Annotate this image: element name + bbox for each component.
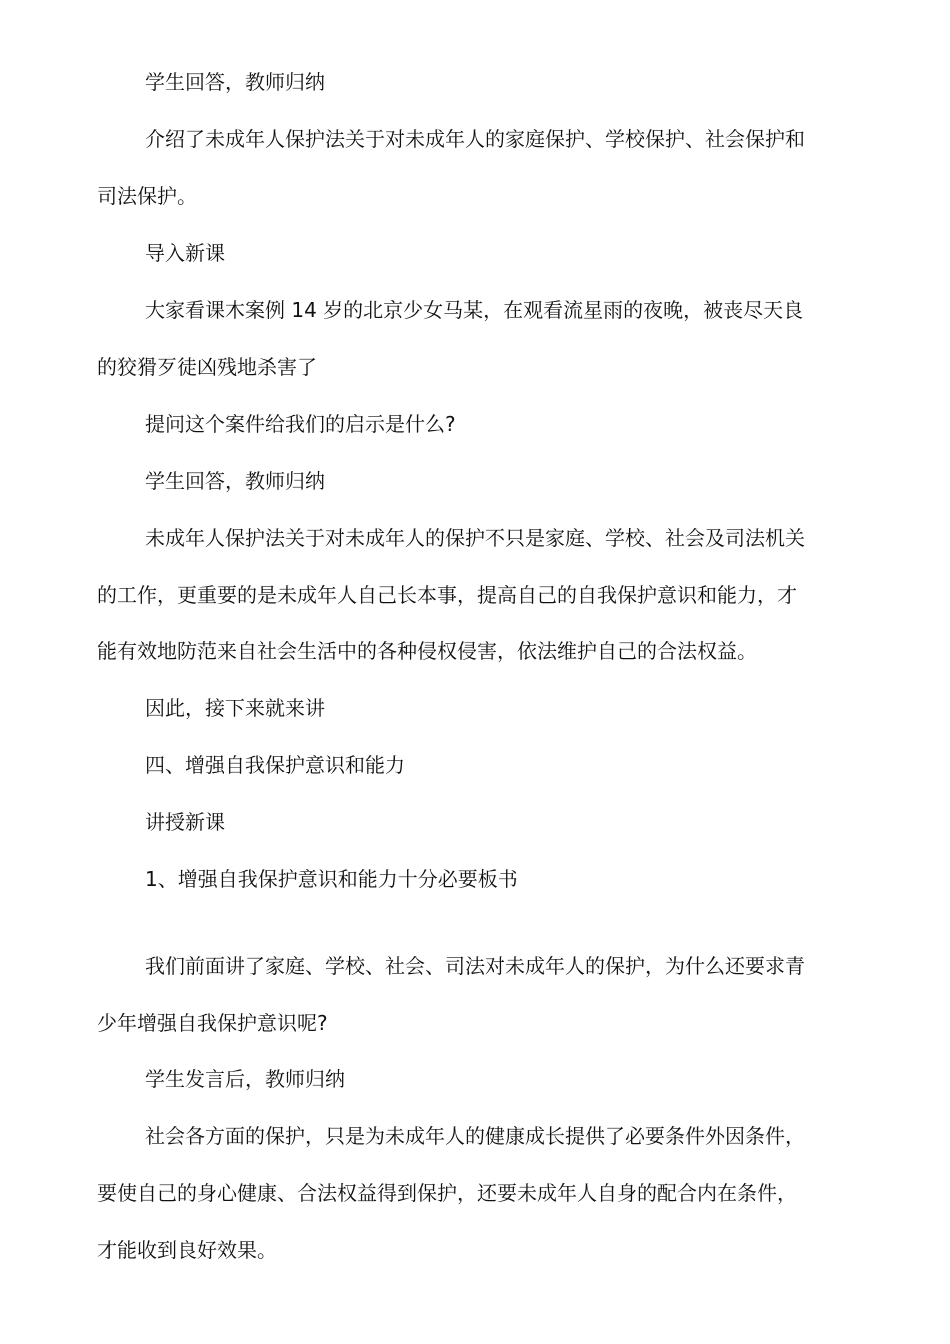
paragraph-line: 才能收到良好效果。 <box>97 1238 277 1262</box>
paragraph-line: 未成年人保护法关于对未成年人的保护不只是家庭、学校、社会及司法机关 <box>145 526 805 550</box>
paragraph-line: 要使自己的身心健康、合法权益得到保护，还要未成年人自身的配合内在条件， <box>97 1181 797 1205</box>
paragraph-line: 司法保护。 <box>97 184 197 208</box>
paragraph-line: 我们前面讲了家庭、学校、社会、司法对未成年人的保护，为什么还要求青 <box>145 954 805 978</box>
paragraph-line: 学生发言后，教师归纳 <box>145 1067 345 1091</box>
paragraph-line: 少年增强自我保护意识呢? <box>97 1011 328 1035</box>
section-heading: 1、增强自我保护意识和能力十分必要板书 <box>145 867 518 891</box>
paragraph-line: 介绍了未成年人保护法关于对未成年人的家庭保护、学校保护、社会保护和 <box>145 127 805 151</box>
paragraph-line: 提问这个案件给我们的启示是什么? <box>145 412 456 436</box>
section-heading: 导入新课 <box>145 241 225 265</box>
paragraph-line: 大家看课木案例 14 岁的北京少女马某，在观看流星雨的夜晚，被丧尽天良 <box>145 298 804 322</box>
paragraph-line: 的狡猾歹徒凶残地杀害了 <box>97 355 317 379</box>
paragraph-line: 社会各方面的保护，只是为未成年人的健康成长提供了必要条件外因条件， <box>145 1124 805 1148</box>
section-heading: 四、增强自我保护意识和能力 <box>145 753 405 777</box>
paragraph-line: 学生回答，教师归纳 <box>145 469 325 493</box>
paragraph-line: 的工作，更重要的是未成年人自己长本事，提高自己的自我保护意识和能力，才 <box>97 583 797 607</box>
paragraph-line: 学生回答，教师归纳 <box>145 70 325 94</box>
paragraph-line: 因此，接下来就来讲 <box>145 696 325 720</box>
paragraph-line: 能有效地防范来自社会生活中的各种侵权侵害，依法维护自己的合法权益。 <box>97 639 757 663</box>
section-heading: 讲授新课 <box>145 810 225 834</box>
